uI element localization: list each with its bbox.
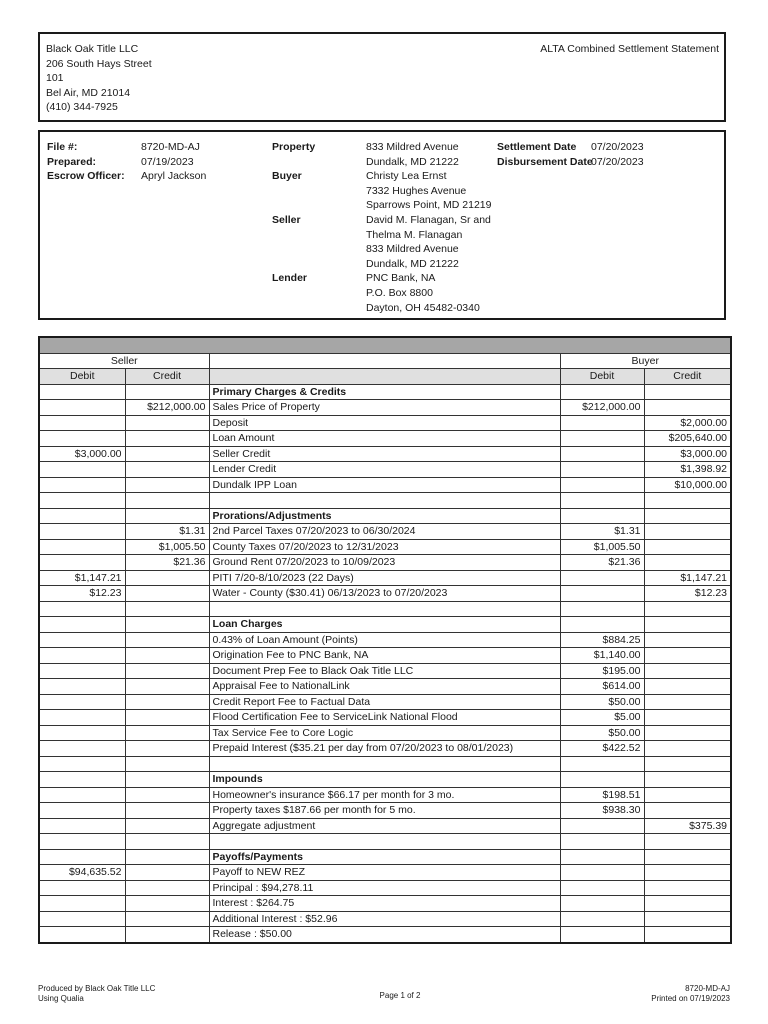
ledger-row [39,896,731,912]
buyer-debit-header: Debit [560,369,644,385]
description-cell [209,756,560,772]
description-cell [209,834,560,850]
buyer-credit-cell: $10,000.00 [644,477,731,493]
buyer-credit-cell [644,725,731,741]
seller-debit-cell [39,927,125,943]
seller-credit-cell [125,601,209,617]
seller-debit-cell [39,555,125,571]
buyer-debit-cell [560,865,644,881]
buyer-credit-cell: $1,147.21 [644,570,731,586]
seller-debit-cell [39,400,125,416]
company-street: 206 South Hays Street [46,57,152,70]
buyer-column-header: Buyer [560,353,731,369]
buyer-line: Sparrows Point, MD 21219 [366,199,492,212]
seller-credit-cell [125,756,209,772]
buyer-debit-cell: $212,000.00 [560,400,644,416]
buyer-credit-cell: $3,000.00 [644,446,731,462]
seller-column-header: Seller [39,353,209,369]
date-labels [497,140,593,169]
blank-row [39,756,731,772]
lender-label: Lender [272,272,308,285]
seller-debit-cell [39,787,125,803]
document-title: ALTA Combined Settlement Statement [540,43,719,55]
seller-credit-cell: $1.31 [125,524,209,540]
company-phone: (410) 344-7925 [46,101,118,113]
seller-debit-cell [39,834,125,850]
buyer-credit-cell [644,849,731,865]
seller-debit-cell: $3,000.00 [39,446,125,462]
buyer-debit-cell: $21.36 [560,555,644,571]
buyer-credit-cell [644,601,731,617]
seller-credit-cell [125,586,209,602]
buyer-credit-cell [644,539,731,555]
buyer-credit-cell [644,741,731,757]
section-header-row [39,617,731,633]
buyer-debit-cell: $50.00 [560,694,644,710]
buyer-credit-cell [644,772,731,788]
company-suite: 101 [46,72,64,84]
seller-debit-header: Debit [39,369,125,385]
seller-line: Dundalk, MD 21222 [366,257,459,270]
description-cell: Sales Price of Property [209,400,560,416]
file-number-value: 8720-MD-AJ [141,141,200,153]
property-label: Property [272,141,316,153]
seller-credit-cell [125,415,209,431]
prepared-label: Prepared: [47,155,97,168]
buyer-credit-cell [644,524,731,540]
description-cell: Dundalk IPP Loan [209,477,560,493]
buyer-debit-cell [560,446,644,462]
description-cell: Principal : $94,278.11 [209,880,560,896]
seller-label: Seller [272,213,301,226]
buyer-credit-cell [644,400,731,416]
seller-credit-cell: $21.36 [125,555,209,571]
buyer-debit-cell [560,617,644,633]
seller-credit-cell [125,648,209,664]
property-line: 833 Mildred Avenue [366,141,459,153]
seller-credit-cell [125,632,209,648]
ledger-row [39,787,731,803]
section-header-row [39,849,731,865]
ledger-row [39,694,731,710]
seller-line: Thelma M. Flanagan [366,228,463,241]
escrow-officer-label: Escrow Officer: [47,170,125,183]
seller-debit-cell [39,508,125,524]
description-cell: Tax Service Fee to Core Logic [209,725,560,741]
buyer-credit-cell [644,911,731,927]
seller-debit-cell [39,818,125,834]
ledger-row [39,586,731,602]
prepared-value: 07/19/2023 [141,155,194,168]
buyer-debit-cell [560,849,644,865]
seller-debit-cell [39,911,125,927]
section-header-row [39,508,731,524]
disbursement-date-label: Disbursement Date [497,155,593,168]
file-info-box [38,130,726,320]
seller-debit-cell [39,772,125,788]
ledger-row [39,462,731,478]
ledger-row [39,679,731,695]
ledger-row [39,632,731,648]
buyer-debit-cell [560,508,644,524]
buyer-line: Christy Lea Ernst [366,170,447,183]
company-name: Black Oak Title LLC [46,43,139,55]
seller-credit-cell [125,446,209,462]
company-city: Bel Air, MD 21014 [46,86,131,99]
buyer-credit-cell [644,756,731,772]
party-labels [272,140,315,286]
footer-file-number: 8720-MD-AJ [685,984,730,993]
seller-debit-cell [39,849,125,865]
seller-credit-cell [125,772,209,788]
ledger-row [39,663,731,679]
seller-debit-cell [39,880,125,896]
seller-credit-cell [125,927,209,943]
buyer-credit-cell [644,896,731,912]
buyer-credit-cell [644,803,731,819]
seller-debit-cell [39,539,125,555]
seller-credit-cell [125,570,209,586]
seller-debit-cell [39,725,125,741]
file-number-label: File #: [47,141,78,153]
seller-debit-cell [39,710,125,726]
buyer-line: 7332 Hughes Avenue [366,184,467,197]
buyer-debit-cell: $422.52 [560,741,644,757]
buyer-debit-cell [560,756,644,772]
property-line: Dundalk, MD 21222 [366,155,459,168]
ledger-row [39,415,731,431]
description-cell: 2nd Parcel Taxes 07/20/2023 to 06/30/2024 [209,524,560,540]
ledger-row [39,710,731,726]
blank-row [39,601,731,617]
buyer-debit-cell: $50.00 [560,725,644,741]
ledger-row [39,648,731,664]
ledger-row [39,477,731,493]
ledger-row [39,741,731,757]
settlement-ledger-table [38,336,732,944]
description-cell: Impounds [209,772,560,788]
description-cell [209,493,560,509]
buyer-debit-cell: $938.30 [560,803,644,819]
seller-debit-cell [39,462,125,478]
seller-debit-cell [39,679,125,695]
buyer-debit-cell [560,896,644,912]
buyer-credit-cell [644,617,731,633]
description-cell: Aggregate adjustment [209,818,560,834]
buyer-credit-cell [644,632,731,648]
description-cell: Credit Report Fee to Factual Data [209,694,560,710]
seller-credit-cell [125,694,209,710]
lender-line: PNC Bank, NA [366,272,436,285]
seller-debit-cell: $1,147.21 [39,570,125,586]
seller-credit-cell [125,834,209,850]
buyer-debit-cell: $1,140.00 [560,648,644,664]
seller-debit-cell [39,524,125,540]
debit-credit-header-row [39,369,731,385]
footer-software-line: Using Qualia [38,994,84,1003]
description-cell: County Taxes 07/20/2023 to 12/31/2023 [209,539,560,555]
seller-debit-cell [39,803,125,819]
buyer-debit-cell: $5.00 [560,710,644,726]
description-cell: 0.43% of Loan Amount (Points) [209,632,560,648]
buyer-debit-cell [560,415,644,431]
buyer-debit-cell [560,818,644,834]
seller-debit-cell [39,431,125,447]
seller-credit-cell [125,818,209,834]
footer-print-date: Printed on 07/19/2023 [651,994,730,1003]
buyer-credit-cell [644,679,731,695]
seller-debit-cell [39,694,125,710]
section-header-row [39,384,731,400]
ledger-row [39,555,731,571]
buyer-debit-cell: $614.00 [560,679,644,695]
seller-line: David M. Flanagan, Sr and [366,213,491,226]
buyer-debit-cell: $884.25 [560,632,644,648]
blank-row [39,493,731,509]
buyer-debit-cell: $198.51 [560,787,644,803]
seller-debit-cell [39,415,125,431]
ledger-row [39,570,731,586]
buyer-credit-cell [644,865,731,881]
seller-credit-cell [125,493,209,509]
description-column-header [209,353,560,369]
seller-credit-cell [125,865,209,881]
ledger-row [39,725,731,741]
page-number: Page 1 of 2 [379,991,421,1000]
escrow-officer-value: Apryl Jackson [141,170,207,183]
seller-credit-cell [125,896,209,912]
buyer-credit-cell [644,493,731,509]
description-cell: Prepaid Interest ($35.21 per day from 07/20/2023 to 08/01/2023) [209,741,560,757]
seller-debit-cell [39,477,125,493]
buyer-credit-cell [644,834,731,850]
buyer-debit-cell [560,384,644,400]
seller-debit-cell [39,648,125,664]
description-cell: Payoffs/Payments [209,849,560,865]
description-cell: Ground Rent 07/20/2023 to 10/09/2023 [209,555,560,571]
seller-debit-cell [39,617,125,633]
ledger-row [39,927,731,943]
section-header-row [39,772,731,788]
settlement-date-label: Settlement Date [497,141,577,153]
description-cell: Seller Credit [209,446,560,462]
buyer-credit-cell: $2,000.00 [644,415,731,431]
ledger-row [39,431,731,447]
description-cell: Interest : $264.75 [209,896,560,912]
buyer-credit-cell [644,508,731,524]
seller-credit-cell [125,911,209,927]
seller-credit-header: Credit [125,369,209,385]
buyer-credit-cell [644,880,731,896]
buyer-debit-cell [560,477,644,493]
footer-producer-line: Produced by Black Oak Title LLC [38,984,156,993]
description-cell: Loan Amount [209,431,560,447]
buyer-credit-cell [644,663,731,679]
buyer-credit-cell [644,710,731,726]
seller-credit-cell [125,431,209,447]
seller-debit-cell [39,384,125,400]
description-cell: Primary Charges & Credits [209,384,560,400]
ledger-row [39,539,731,555]
date-values [591,140,644,169]
description-cell: Loan Charges [209,617,560,633]
buyer-credit-cell [644,927,731,943]
buyer-credit-cell: $205,640.00 [644,431,731,447]
seller-credit-cell [125,880,209,896]
seller-credit-cell [125,849,209,865]
ledger-row [39,400,731,416]
ledger-row [39,446,731,462]
buyer-credit-header: Credit [644,369,731,385]
description-cell: Document Prep Fee to Black Oak Title LLC [209,663,560,679]
description-cell: Payoff to NEW REZ [209,865,560,881]
blank-row [39,834,731,850]
seller-debit-cell [39,632,125,648]
buyer-debit-cell [560,911,644,927]
party-values [366,140,491,315]
lender-line: Dayton, OH 45482-0340 [366,301,480,314]
buyer-credit-cell [644,384,731,400]
seller-credit-cell [125,725,209,741]
ledger-row [39,880,731,896]
settlement-date-value: 07/20/2023 [591,141,644,153]
description-cell [209,601,560,617]
disbursement-date-value: 07/20/2023 [591,155,644,168]
buyer-credit-cell: $1,398.92 [644,462,731,478]
seller-credit-cell [125,803,209,819]
ledger-row [39,524,731,540]
buyer-debit-cell [560,772,644,788]
description-cell: Homeowner's insurance $66.17 per month for 3 mo. [209,787,560,803]
buyer-credit-cell [644,787,731,803]
seller-credit-cell [125,710,209,726]
ledger-row [39,803,731,819]
buyer-credit-cell [644,694,731,710]
description-cell: Prorations/Adjustments [209,508,560,524]
description-cell: Release : $50.00 [209,927,560,943]
seller-debit-cell: $12.23 [39,586,125,602]
file-labels [47,140,125,184]
description-cell: Property taxes $187.66 per month for 5 mo. [209,803,560,819]
buyer-debit-cell [560,431,644,447]
file-values [141,140,206,184]
seller-line: 833 Mildred Avenue [366,243,459,256]
party-header-row [39,353,731,369]
ledger-row [39,865,731,881]
seller-credit-cell [125,679,209,695]
description-cell: Origination Fee to PNC Bank, NA [209,648,560,664]
description-cell: Appraisal Fee to NationalLink [209,679,560,695]
seller-debit-cell [39,601,125,617]
buyer-debit-cell: $1,005.50 [560,539,644,555]
seller-debit-cell [39,896,125,912]
description-cell: Deposit [209,415,560,431]
footer-file-info [651,984,730,1004]
description-subheader [209,369,560,385]
buyer-debit-cell [560,601,644,617]
seller-credit-cell [125,787,209,803]
buyer-debit-cell [560,834,644,850]
ledger-row [39,818,731,834]
ledger-title-band [39,337,731,353]
buyer-debit-cell [560,927,644,943]
description-cell: Water - County ($30.41) 06/13/2023 to 07/20/2023 [209,586,560,602]
buyer-debit-cell: $195.00 [560,663,644,679]
buyer-debit-cell: $1.31 [560,524,644,540]
buyer-debit-cell [560,462,644,478]
seller-credit-cell [125,508,209,524]
buyer-label: Buyer [272,170,302,183]
description-cell: Flood Certification Fee to ServiceLink National Flood [209,710,560,726]
description-cell: PITI 7/20-8/10/2023 (22 Days) [209,570,560,586]
ledger-row [39,911,731,927]
buyer-debit-cell [560,570,644,586]
seller-debit-cell [39,741,125,757]
description-cell: Lender Credit [209,462,560,478]
seller-debit-cell: $94,635.52 [39,865,125,881]
seller-credit-cell [125,741,209,757]
buyer-credit-cell [644,555,731,571]
seller-credit-cell [125,663,209,679]
buyer-debit-cell [560,586,644,602]
seller-credit-cell: $212,000.00 [125,400,209,416]
buyer-debit-cell [560,880,644,896]
buyer-credit-cell: $375.39 [644,818,731,834]
buyer-credit-cell [644,648,731,664]
description-cell: Additional Interest : $52.96 [209,911,560,927]
lender-line: P.O. Box 8800 [366,286,433,299]
seller-credit-cell [125,617,209,633]
seller-debit-cell [39,663,125,679]
seller-credit-cell [125,462,209,478]
buyer-credit-cell: $12.23 [644,586,731,602]
seller-credit-cell [125,384,209,400]
seller-credit-cell [125,477,209,493]
seller-debit-cell [39,493,125,509]
company-header-box [38,32,726,122]
seller-credit-cell: $1,005.50 [125,539,209,555]
buyer-debit-cell [560,493,644,509]
seller-debit-cell [39,756,125,772]
